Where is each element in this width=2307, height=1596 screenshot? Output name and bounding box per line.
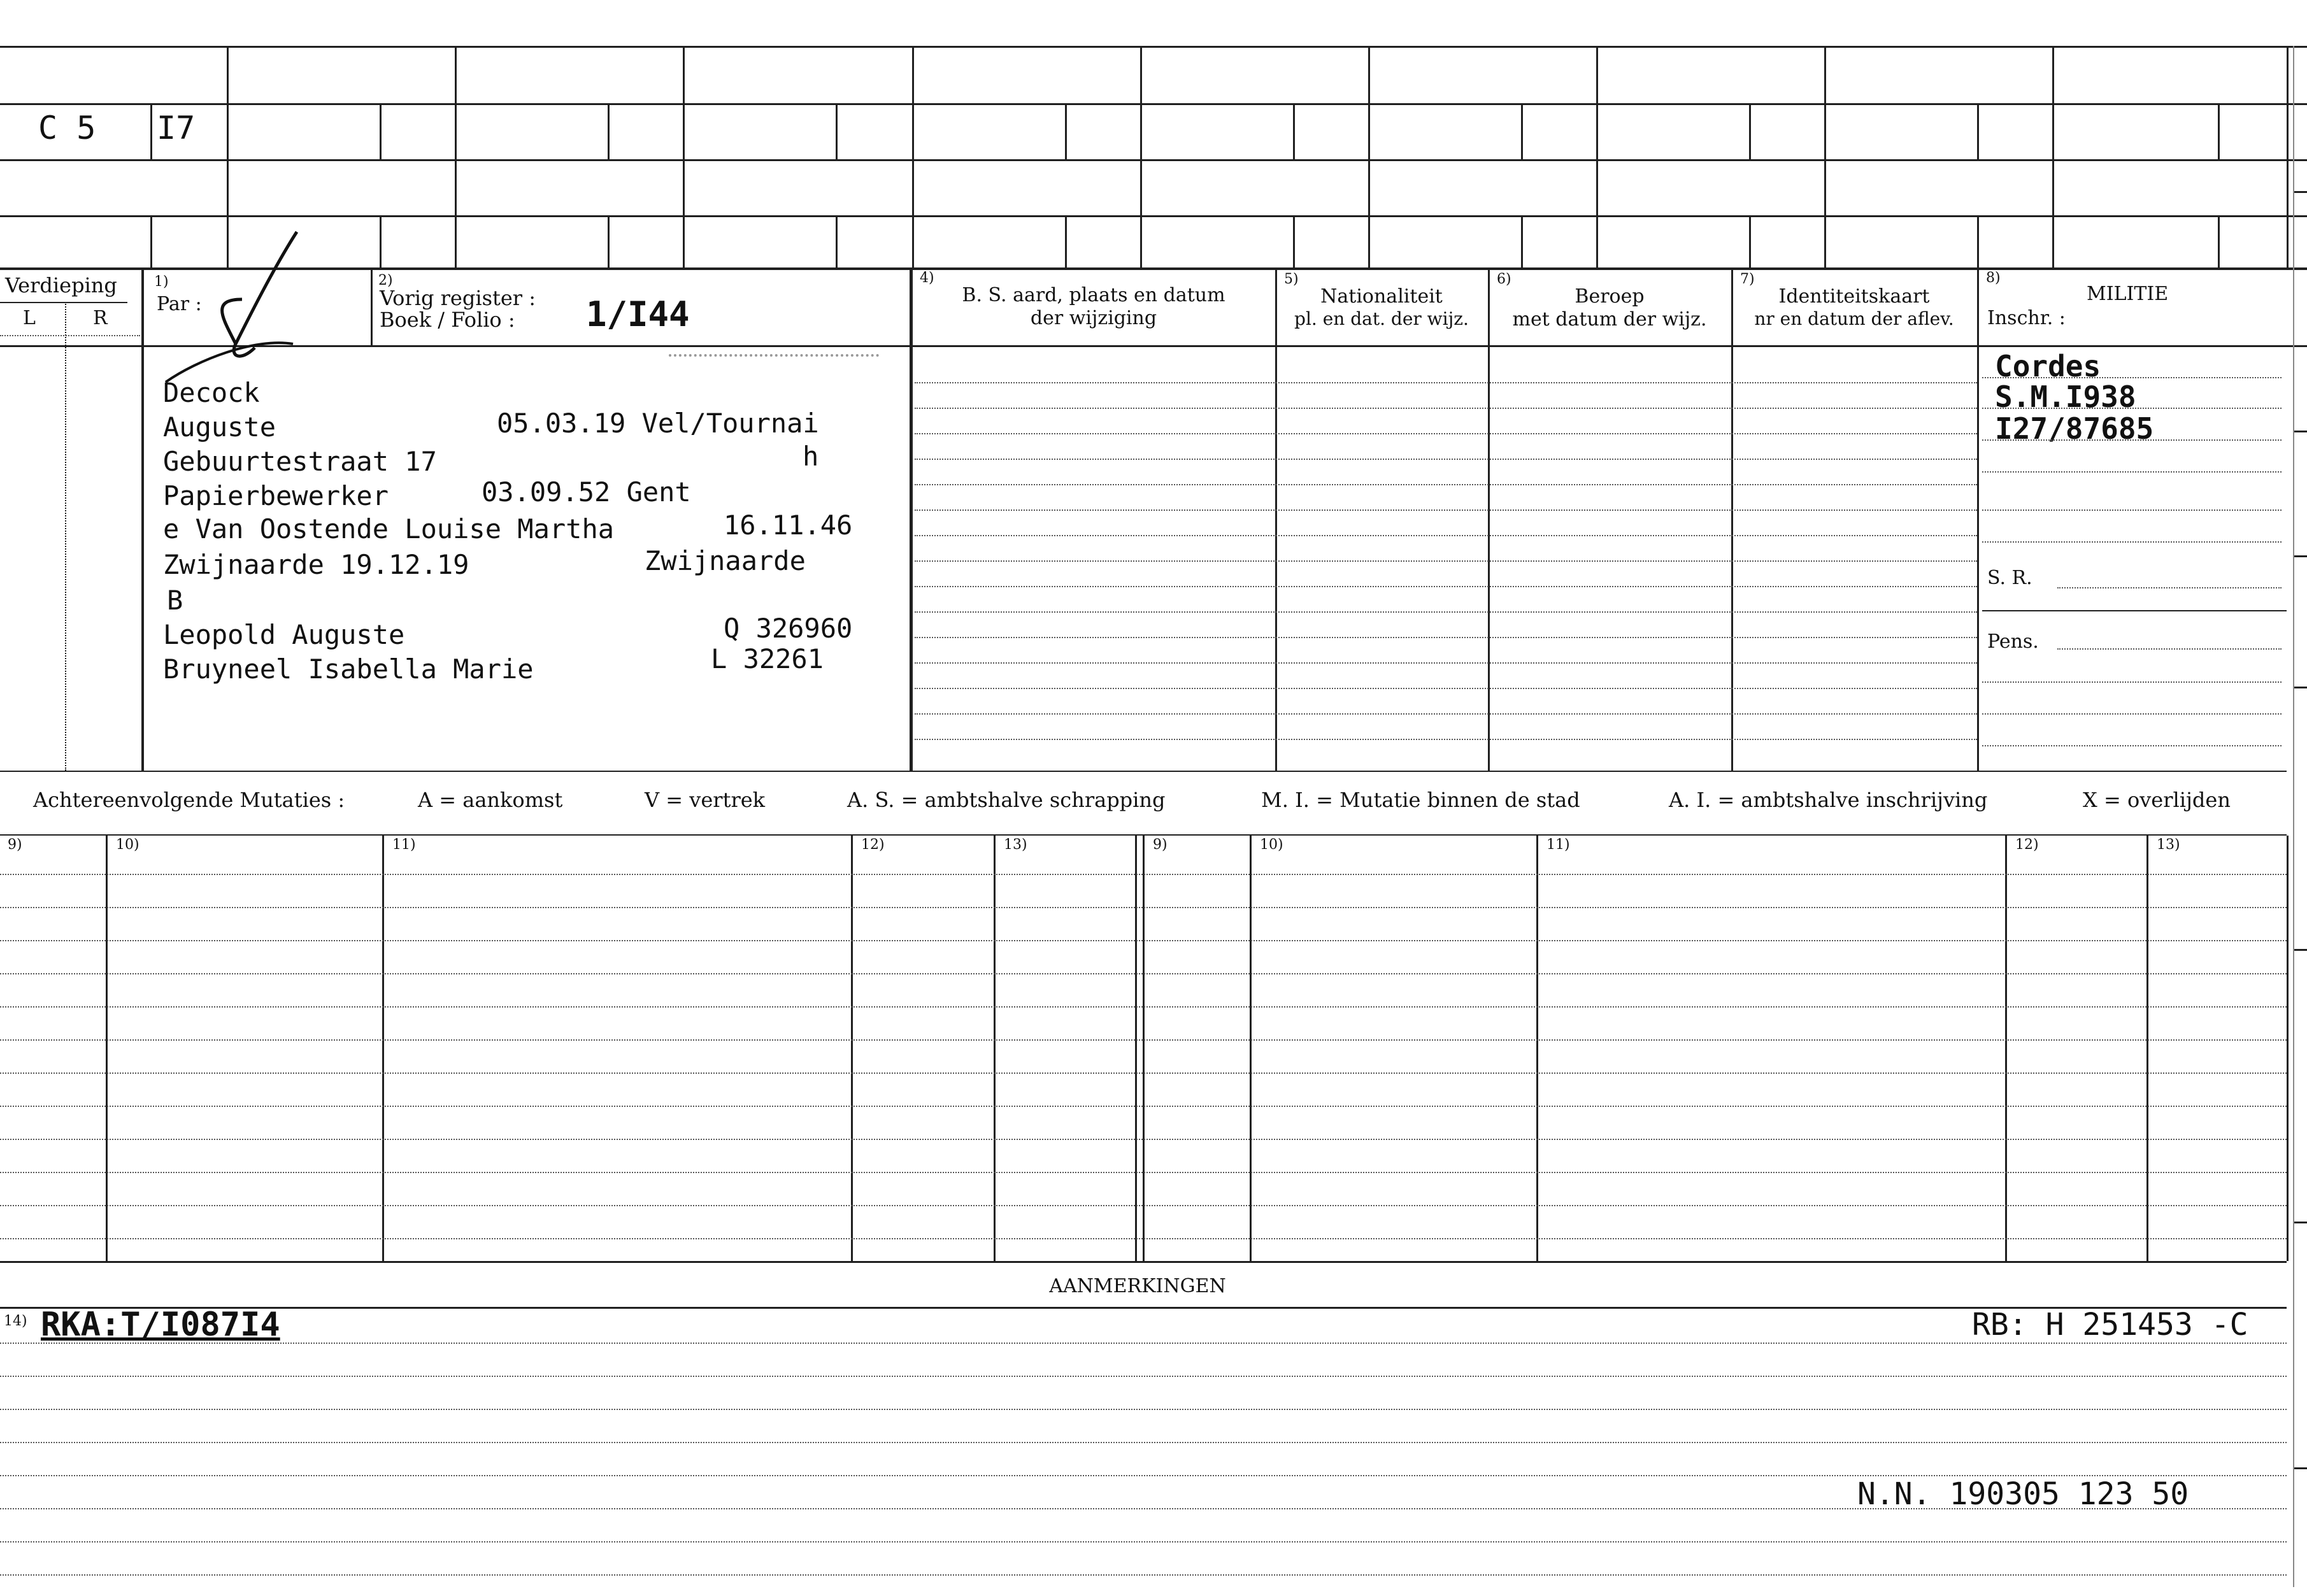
col-header-10-right: 10) xyxy=(1260,837,1283,853)
col-header-11-right: 11) xyxy=(1546,837,1570,853)
identiteitskaart-header-line2: nr en datum der aflev. xyxy=(1754,308,1954,329)
person-mother-number: L 32261 xyxy=(711,643,824,674)
col-header-12-left: 12) xyxy=(861,837,885,853)
field-number-4: 4) xyxy=(920,270,934,286)
beroep-header-line2: met datum der wijz. xyxy=(1512,308,1707,331)
top-grid-cell-code: C 5 xyxy=(38,110,96,146)
mutaties-ambtshalve-inschrijving: A. I. = ambtshalve inschrijving xyxy=(1669,788,1988,812)
militie-line-3: I27/87685 xyxy=(1995,411,2154,446)
mutaties-ambtshalve-schrapping: A. S. = ambtshalve schrapping xyxy=(847,788,1166,812)
person-father-number: Q 326960 xyxy=(724,613,853,644)
col-header-13-left: 13) xyxy=(1004,837,1027,853)
bs-header-line1: B. S. aard, plaats en datum xyxy=(962,284,1225,306)
person-first-name: Auguste xyxy=(163,411,276,443)
col-header-11-left: 11) xyxy=(392,837,416,853)
boek-folio-label: Boek / Folio : xyxy=(380,308,515,332)
person-h-mark: h xyxy=(803,441,819,472)
person-surname: Decock xyxy=(163,377,260,408)
person-spouse-date: 16.11.46 xyxy=(724,509,853,541)
col-header-9-left: 9) xyxy=(8,837,22,853)
militie-line-2: S.M.I938 xyxy=(1995,380,2136,414)
inschr-label: Inschr. : xyxy=(1987,307,2066,329)
rka-number: RKA:T/I087I4 xyxy=(41,1306,280,1344)
militie-header: MILITIE xyxy=(2087,283,2169,305)
mutaties-aankomst: A = aankomst xyxy=(418,788,563,812)
person-job-date: 03.09.52 Gent xyxy=(482,476,691,508)
field-number-6: 6) xyxy=(1497,271,1511,287)
field-number-2: 2) xyxy=(378,273,393,289)
nn-number: N.N. 190305 123 50 xyxy=(1857,1476,2189,1512)
person-father: Leopold Auguste xyxy=(163,619,405,650)
col-header-12-right: 12) xyxy=(2015,837,2039,853)
col-l-label: L xyxy=(23,307,36,329)
field-number-14: 14) xyxy=(4,1313,27,1329)
field-number-5: 5) xyxy=(1284,271,1299,287)
sr-label: S. R. xyxy=(1987,567,2032,589)
top-grid-cell-number: I7 xyxy=(157,110,196,146)
nationaliteit-header-line1: Nationaliteit xyxy=(1320,285,1443,308)
verdieping-label: Verdieping xyxy=(5,273,117,297)
col-header-9-right: 9) xyxy=(1153,837,1168,853)
field-number-7: 7) xyxy=(1740,271,1755,287)
pens-label: Pens. xyxy=(1987,631,2039,653)
person-job: Papierbewerker xyxy=(163,480,389,511)
aanmerkingen-title: AANMERKINGEN xyxy=(1049,1275,1226,1297)
nationaliteit-header-line2: pl. en dat. der wijz. xyxy=(1294,308,1469,329)
identiteitskaart-header-line1: Identiteitskaart xyxy=(1778,285,1930,308)
col-header-13-right: 13) xyxy=(2157,837,2180,853)
person-mother: Bruyneel Isabella Marie xyxy=(163,653,534,685)
vorig-register-label: Vorig register : xyxy=(380,286,536,310)
col-header-10-left: 10) xyxy=(116,837,139,853)
field-number-1: 1) xyxy=(154,274,169,290)
person-b: B xyxy=(167,585,183,616)
par-label: Par : xyxy=(157,293,202,315)
mutaties-overlijden: X = overlijden xyxy=(2083,788,2231,812)
boek-folio-value: 1/I44 xyxy=(586,294,690,334)
militie-line-1: Cordes xyxy=(1995,349,2101,383)
mutaties-vertrek: V = vertrek xyxy=(645,788,766,812)
field-number-8: 8) xyxy=(1986,270,2001,286)
person-spouse-birth: Zwijnaarde 19.12.19 xyxy=(163,549,469,580)
person-birth: 05.03.19 Vel/Tournai xyxy=(497,408,819,439)
rb-number: RB: H 251453 -C xyxy=(1972,1307,2248,1343)
mutaties-title: Achtereenvolgende Mutaties : xyxy=(33,788,345,812)
bs-header-line2: der wijziging xyxy=(1030,307,1157,329)
mutaties-mutatie-binnen-stad: M. I. = Mutatie binnen de stad xyxy=(1261,788,1580,812)
col-r-label: R xyxy=(93,307,108,329)
person-spouse-place: Zwijnaarde xyxy=(645,545,806,576)
person-spouse: e Van Oostende Louise Martha xyxy=(163,513,615,545)
person-address: Gebuurtestraat 17 xyxy=(163,446,437,477)
stamp-smudge xyxy=(669,354,879,363)
beroep-header-line1: Beroep xyxy=(1575,285,1645,308)
